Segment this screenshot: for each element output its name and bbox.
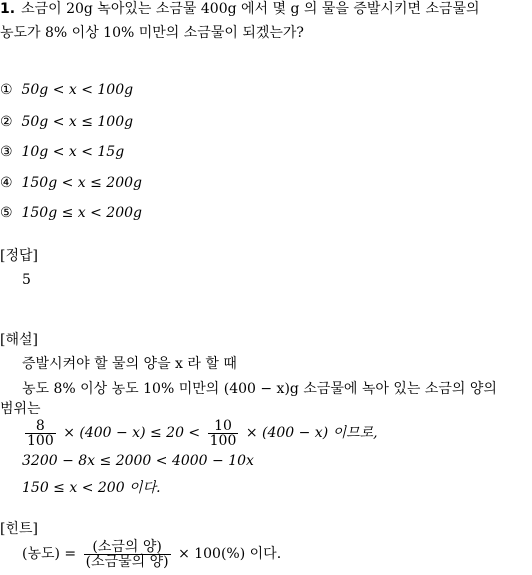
explanation-line-5-text: 3200 − 8x ≤ 2000 < 4000 − 10x	[22, 453, 254, 469]
question-number: 1.	[0, 1, 16, 17]
question-line-2: 농도가 8% 이상 10% 미만의 소금물이 되겠는가?	[0, 25, 304, 41]
choice-3[interactable]	[0, 143, 124, 161]
choice-text: 150g < x ≤ 200g	[21, 175, 142, 191]
choice-marker: ⑤	[0, 205, 13, 221]
inequality-part-1: × (400 − x) ≤ 20 <	[63, 425, 201, 441]
choice-text: 50g < x ≤ 100g	[21, 114, 134, 130]
fraction-8-over-100	[25, 419, 56, 448]
choice-4[interactable]	[0, 174, 142, 192]
fraction-denominator: 100	[27, 432, 54, 449]
question-line-1	[0, 0, 480, 18]
hint-rhs: × 100(%) 이다.	[178, 546, 282, 562]
explanation-line-2: 농도 8% 이상 농도 10% 미만의 (400 − x)g 소금물에 녹아 있는 소금의 양의	[22, 381, 497, 397]
hint-label: [힌트]	[0, 521, 38, 537]
answer-label: [정답]	[0, 248, 38, 264]
hint-fraction	[84, 540, 171, 569]
choice-1[interactable]	[0, 81, 133, 99]
inequality-part-2: × (400 − x) 이므로,	[245, 425, 378, 441]
choice-text: 10g < x < 15g	[21, 144, 125, 160]
explanation-line-6	[22, 479, 161, 497]
explanation-inequality	[22, 417, 378, 449]
fraction-numerator: 10	[208, 419, 239, 434]
choice-2[interactable]	[0, 113, 133, 131]
choice-marker: ①	[0, 82, 13, 98]
answer-value: 5	[22, 272, 31, 288]
explanation-label: [해설]	[0, 332, 38, 348]
choice-marker: ②	[0, 114, 13, 130]
fraction-denominator: (소금물의 양)	[85, 553, 169, 570]
choice-marker: ③	[0, 144, 13, 160]
fraction-denominator: 100	[209, 432, 237, 449]
explanation-line-6-text: 150 ≤ x < 200 이다.	[22, 480, 161, 496]
fraction-numerator: (소금의 양)	[84, 540, 171, 555]
choice-text: 150g ≤ x < 200g	[21, 205, 142, 221]
hint-lhs: (농도) =	[22, 546, 77, 562]
choice-5[interactable]	[0, 204, 142, 222]
choice-marker: ④	[0, 175, 13, 191]
explanation-line-5	[22, 452, 254, 470]
choice-text: 50g < x < 100g	[21, 82, 134, 98]
fraction-numerator: 8	[25, 419, 56, 434]
explanation-line-1: 증발시켜야 할 물의 양을 x 라 할 때	[22, 356, 237, 372]
hint-formula	[22, 537, 281, 571]
question-text-1: 소금이 20g 녹아있는 소금물 400g 에서 몇 g 의 물을 증발시키면 소금물의	[21, 1, 480, 17]
fraction-10-over-100	[208, 419, 239, 448]
explanation-line-3: 범위는	[0, 401, 41, 417]
